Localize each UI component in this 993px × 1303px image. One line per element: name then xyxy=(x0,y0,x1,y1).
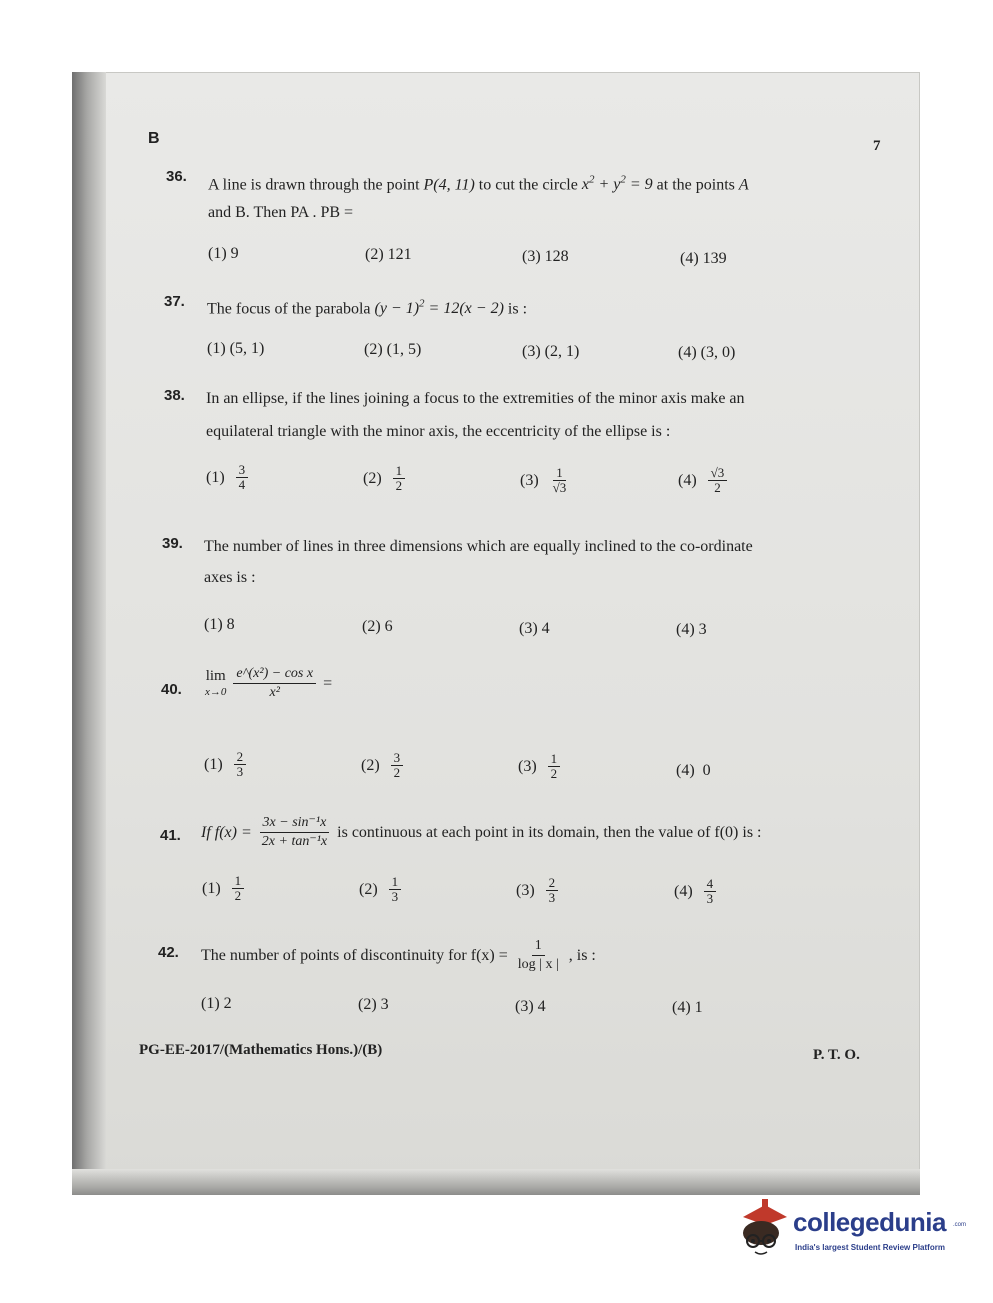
q38-option-3: (3) $\frac{1}{√3}$ xyxy=(520,465,567,495)
collegedunia-logo[interactable] xyxy=(735,1195,967,1265)
question-39-line2: axes is : xyxy=(204,569,256,586)
q37-option-2: (2) (1, 5) xyxy=(364,341,422,358)
q42-option-4: (4) 1 xyxy=(672,999,703,1016)
q36-option-4: (4) 139 xyxy=(680,250,727,267)
set-label: B xyxy=(148,130,160,147)
logo-domain-suffix: .com xyxy=(953,1222,967,1228)
q41-option-1: (1) $\frac{1}{2}$ xyxy=(202,874,247,903)
exam-page xyxy=(72,72,920,1195)
question-41-text: If f(x) = $\frac{\text{3x − sin⁻¹x}}{\text{2x + tan⁻¹x}}$ is continuous at each point in its domain, then the value of f(0) is : xyxy=(201,815,762,849)
question-38-line1: In an ellipse, if the lines joining a focus to the extremities of the minor axis make an xyxy=(206,390,745,407)
question-number-42: 42. xyxy=(158,944,179,961)
q40-option-4: (4) 0 xyxy=(676,762,711,779)
q37-option-1: (1) (5, 1) xyxy=(207,340,265,357)
q36-option-1: (1) 9 xyxy=(208,245,239,262)
question-number-41: 41. xyxy=(160,827,181,844)
pto-label: P. T. O. xyxy=(813,1047,860,1063)
question-42-text: The number of points of discontinuity for f(x) = $\frac{1}{\log | x |}$ , is : xyxy=(201,938,596,972)
question-38-line2: equilateral triangle with the minor axis, the eccentricity of the ellipse is : xyxy=(206,423,671,440)
q36-option-3: (3) 128 xyxy=(522,248,569,265)
q42-option-3: (3) 4 xyxy=(515,998,546,1015)
logo-wordmark: collegedunia xyxy=(793,1207,946,1237)
q37-option-4: (4) (3, 0) xyxy=(678,344,736,361)
q42-option-1: (1) 2 xyxy=(201,995,232,1012)
question-number-39: 39. xyxy=(162,535,183,552)
q39-option-2: (2) 6 xyxy=(362,618,393,635)
question-number-36: 36. xyxy=(166,168,187,185)
q40-option-1: (1) $\frac{2}{3}$ xyxy=(204,750,249,779)
q39-option-1: (1) 8 xyxy=(204,616,235,633)
q39-option-4: (4) 3 xyxy=(676,621,707,638)
q36-option-2: (2) 121 xyxy=(365,246,412,263)
q40-option-3: (3) $\frac{1}{2}$ xyxy=(518,752,563,781)
question-36-line2: and B. Then PA . PB = xyxy=(208,204,354,221)
mascot-icon xyxy=(735,1195,793,1257)
q41-option-3: (3) $\frac{2}{3}$ xyxy=(516,876,561,905)
question-number-38: 38. xyxy=(164,387,185,404)
question-number-37: 37. xyxy=(164,293,185,310)
q41-option-2: (2) $\frac{1}{3}$ xyxy=(359,875,404,904)
q42-option-2: (2) 3 xyxy=(358,996,389,1013)
q41-option-4: (4) $\frac{4}{3}$ xyxy=(674,877,719,906)
q40-option-2: (2) $\frac{3}{2}$ xyxy=(361,751,406,780)
question-40-expression: lim x→0 $\frac{\text{e\textasciicircum{}(x²) − cos x}}{\text{x²}}$ = xyxy=(205,666,333,700)
question-39-line1: The number of lines in three dimensions which are equally inclined to the co-ordinate xyxy=(204,538,753,555)
question-number-40: 40. xyxy=(161,681,182,698)
q38-option-4: (4) $\frac{√3}{2}$ xyxy=(678,466,730,495)
question-36-line1: A line is drawn through the point P(4, 11) to cut the circle $x^2 + y^2 = 9$ at the points A xyxy=(208,174,749,194)
question-37-text: The focus of the parabola $(y - 1)^2 = 12(x - 2)$ is : xyxy=(207,298,528,318)
logo-tagline: India's largest Student Review Platform xyxy=(795,1243,945,1252)
q38-option-2: (2) $\frac{1}{2}$ xyxy=(363,464,408,493)
paper-code: PG-EE-2017/(Mathematics Hons.)/(B) xyxy=(139,1042,383,1058)
q38-option-1: (1) $\frac{3}{4}$ xyxy=(206,463,251,492)
page-number: 7 xyxy=(873,138,881,154)
q37-option-3: (3) (2, 1) xyxy=(522,343,580,360)
q39-option-3: (3) 4 xyxy=(519,620,550,637)
